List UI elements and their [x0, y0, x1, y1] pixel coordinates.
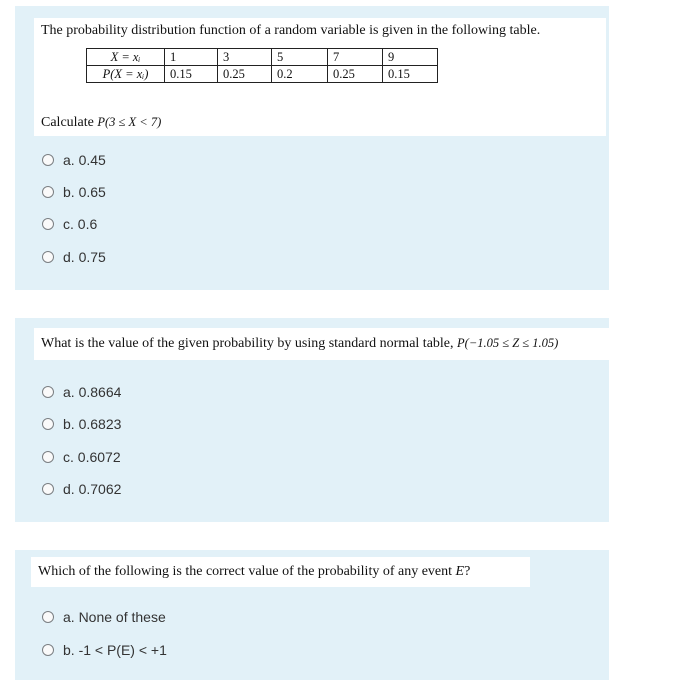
option-label: d. 0.7062 [63, 481, 122, 497]
probability-expression: P(−1.05 ≤ Z ≤ 1.05) [457, 336, 559, 350]
question-mark: ? [464, 564, 471, 579]
option-label: a. None of these [63, 609, 166, 625]
question-stem-1: The probability distribution function of a random variable is given in the following table. [41, 23, 541, 38]
question-stem-2-text: What is the value of the given probability by using standard normal table, [41, 336, 454, 351]
radio-icon[interactable] [42, 483, 54, 495]
calculate-expression: P(3 ≤ X < 7) [97, 115, 162, 129]
radio-icon[interactable] [42, 418, 54, 430]
question-text-1 [34, 18, 606, 136]
option-label: b. 0.6823 [63, 416, 122, 432]
option-1a[interactable] [42, 152, 106, 168]
option-2b[interactable] [42, 416, 121, 432]
question-card-3 [15, 550, 609, 680]
radio-icon[interactable] [42, 251, 54, 263]
option-2d[interactable] [42, 481, 121, 497]
table-cell-p-2: 0.25 [218, 66, 272, 83]
radio-icon[interactable] [42, 154, 54, 166]
option-label: c. 0.6072 [63, 449, 121, 465]
option-2a[interactable] [42, 384, 121, 400]
option-1c[interactable] [42, 216, 97, 232]
question-card-2 [15, 318, 609, 522]
option-1b[interactable] [42, 184, 106, 200]
option-label: b. 0.65 [63, 184, 106, 200]
question-stem-3 [38, 564, 470, 580]
table-cell-p-4: 0.25 [328, 66, 383, 83]
question-text-3 [31, 557, 530, 587]
option-3a[interactable] [42, 609, 166, 625]
table-cell-p-5: 0.15 [383, 66, 438, 83]
table-cell-x-4: 7 [328, 49, 383, 66]
radio-icon[interactable] [42, 611, 54, 623]
option-label: d. 0.75 [63, 249, 106, 265]
table-header-p: P(X = xᵢ) [87, 66, 165, 83]
table-cell-p-3: 0.2 [272, 66, 328, 83]
table-cell-x-5: 9 [383, 49, 438, 66]
option-3b[interactable] [42, 642, 167, 658]
question-stem-2 [41, 336, 558, 352]
question-text-2 [34, 328, 624, 360]
table-cell-x-3: 5 [272, 49, 328, 66]
table-header-x: X = xᵢ [87, 49, 165, 66]
table-row-p [87, 66, 438, 83]
event-symbol: E [455, 564, 465, 579]
table-cell-x-2: 3 [218, 49, 272, 66]
option-label: a. 0.45 [63, 152, 106, 168]
radio-icon[interactable] [42, 644, 54, 656]
option-label: a. 0.8664 [63, 384, 122, 400]
table-cell-p-1: 0.15 [165, 66, 218, 83]
radio-icon[interactable] [42, 386, 54, 398]
option-1d[interactable] [42, 249, 106, 265]
calculate-line [41, 115, 161, 131]
question-card-1 [15, 6, 609, 290]
distribution-table [86, 48, 438, 83]
calculate-label: Calculate [41, 115, 94, 130]
question-stem-3-text: Which of the following is the correct value of the probability of any event [38, 564, 453, 579]
option-2c[interactable] [42, 449, 121, 465]
radio-icon[interactable] [42, 218, 54, 230]
table-cell-x-1: 1 [165, 49, 218, 66]
option-label: b. -1 < P(E) < +1 [63, 642, 167, 658]
option-label: c. 0.6 [63, 216, 98, 232]
radio-icon[interactable] [42, 451, 54, 463]
table-row-x [87, 49, 438, 66]
radio-icon[interactable] [42, 186, 54, 198]
